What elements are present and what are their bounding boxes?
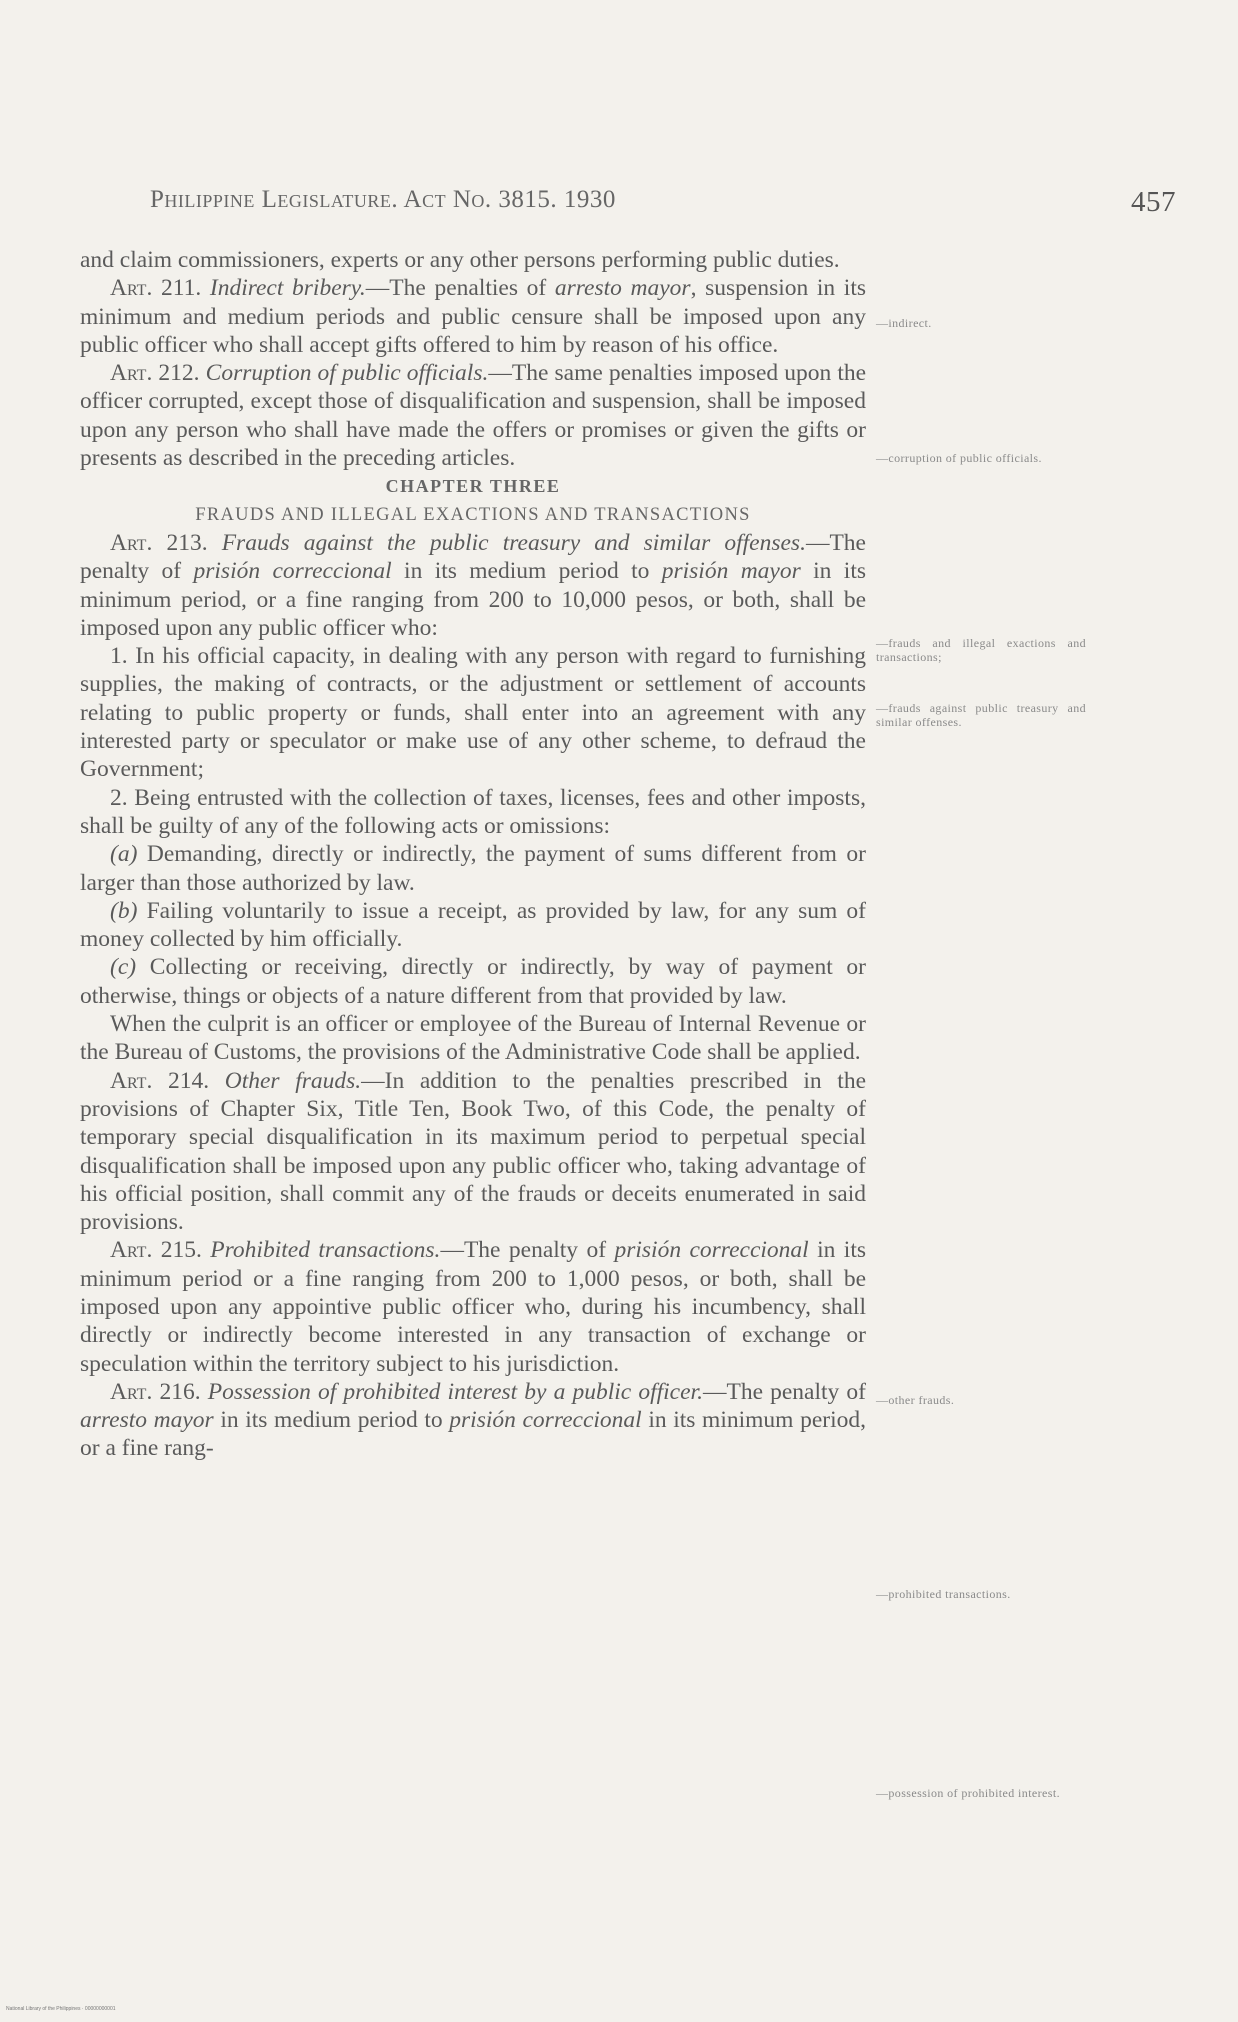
article-title: Indirect bribery.: [209, 275, 366, 302]
paragraph-continuation: and claim commissioners, experts or any other persons performing public duties.: [80, 247, 840, 273]
item-2: 2. Being entrusted with the collection of taxes, licenses, fees and other imposts, shall be guilty of any of the following acts or omissions:: [80, 784, 866, 839]
article-text: —The penalty of: [440, 1237, 615, 1264]
article-214: [80, 1067, 866, 1237]
margin-note-corruption: —corruption of public officials.: [876, 451, 1042, 465]
article-label: Art. 214.: [110, 1067, 210, 1094]
item-b: [80, 897, 866, 954]
article-text: —The penalty of: [80, 529, 866, 585]
item-text: Demanding, directly or indirectly, the payment of sums different from or larger than those authorized by law.: [80, 841, 866, 896]
margin-note-possession: —possession of prohibited interest.: [876, 1786, 1060, 1800]
item-text: Failing voluntarily to issue a receipt, as provided by law, for any sum of money collected by him officially.: [80, 897, 866, 953]
article-title: Possession of prohibited interest by a public officer.: [207, 1378, 703, 1405]
article-text: , suspension in its minimum and medium periods and public censure shall be imposed upon any public officer who shall accept gifts offered to him by reason of his office.: [80, 275, 866, 358]
margin-note-other-frauds: —other frauds.: [876, 1393, 955, 1407]
margin-note-frauds-exactions: —frauds and illegal exactions and transactions;: [876, 636, 1086, 664]
article-215: [80, 1236, 866, 1377]
article-text: —In addition to the penalties prescribed in the provisions of Chapter Six, Title Ten, Book Two, of this Code, the penalty of temporary special disqualification in its maximum period to perpetual special disqualification shall be imposed upon any public officer who, taking advantage of his official position, shall commit any of the frauds or deceits enumerated in said provisions.: [80, 1067, 866, 1236]
article-label: Art. 215.: [110, 1237, 202, 1264]
margin-note-prohibited: —prohibited transactions.: [876, 1587, 1011, 1601]
article-text: in its medium period to: [213, 1407, 450, 1434]
item-c: [80, 953, 866, 1010]
article-text: —The same penalties imposed upon the officer corrupted, except those of disqualification and suspension, shall be imposed upon any person who shall have made the offers or promises or given the gifts or presents as described in the preceding articles.: [80, 360, 867, 472]
item-text: Collecting or receiving, directly or indirectly, by way of payment or otherwise, things or objects of a nature different from that provided by law.: [80, 954, 866, 1009]
page-number: 457: [1131, 186, 1176, 218]
penalty-term: prisión correccional: [614, 1237, 809, 1264]
article-213: [80, 529, 866, 642]
chapter-title: FRAUDS AND ILLEGAL EXACTIONS AND TRANSACTIONS: [195, 504, 751, 525]
penalty-term: arresto mayor: [80, 1407, 214, 1434]
penalty-term: prisión correccional: [449, 1407, 642, 1434]
article-label: Art. 211.: [110, 275, 202, 302]
article-216: [80, 1378, 866, 1463]
item-a: [80, 840, 866, 897]
header-title: Philippine Legislature. Act No. 3815. 1930: [150, 186, 616, 213]
item-1: 1. In his official capacity, in dealing with any person with regard to furnishing supplies, the making of contracts, or the adjustment or settlement of accounts relating to public property or funds, shall enter into an agreement with any interested party or speculator or make use of any other scheme, to defraud the Government;: [80, 643, 866, 783]
margin-note-frauds-treasury: —frauds against public treasury and similar offenses.: [876, 701, 1086, 729]
article-text: in its medium period to: [391, 558, 662, 585]
article-title: Corruption of public officials.: [205, 360, 489, 387]
article-label: Art. 212.: [110, 360, 200, 387]
item-label: (b): [110, 897, 138, 924]
item-label: (c): [110, 954, 137, 981]
article-text: in its minimum period, or a fine rang-: [80, 1407, 866, 1462]
penalty-term: arresto mayor: [554, 275, 691, 302]
article-text: in its minimum period or a fine ranging from 200 to 1,000 pesos, or both, shall be imposed upon any appointive public officer who, during his incumbency, shall directly or indirectly become interested in any transaction of exchange or speculation within the territory subject to his jurisdiction.: [80, 1237, 866, 1377]
article-text: —The penalties of: [365, 275, 555, 302]
scan-footer: National Library of the Philippines · 00000000001: [6, 2006, 116, 2012]
article-label: Art. 216.: [110, 1378, 201, 1405]
article-title: Prohibited transactions.: [210, 1237, 441, 1264]
article-text: —The penalty of: [702, 1378, 866, 1405]
article-211: [80, 274, 866, 359]
item-label: (a): [110, 841, 138, 868]
chapter-heading: CHAPTER THREE: [385, 476, 561, 497]
article-212: [80, 359, 866, 472]
penalty-term: prisión mayor: [661, 558, 801, 585]
article-title: Frauds against the public treasury and similar offenses.: [221, 529, 806, 556]
penalty-term: prisión correccional: [193, 558, 392, 585]
article-text: in its minimum period, or a fine ranging from 200 to 10,000 pesos, or both, shall be imposed upon any public officer who:: [80, 558, 866, 641]
article-title: Other frauds.: [224, 1067, 362, 1094]
running-header: [150, 186, 1176, 220]
margin-note-indirect: —indirect.: [876, 316, 932, 330]
body-text: [80, 246, 866, 1463]
article-label: Art. 213.: [110, 529, 208, 556]
culprit-paragraph: When the culprit is an officer or employee of the Bureau of Internal Revenue or the Bureau of Customs, the provisions of the Administrative Code shall be applied.: [80, 1011, 866, 1066]
